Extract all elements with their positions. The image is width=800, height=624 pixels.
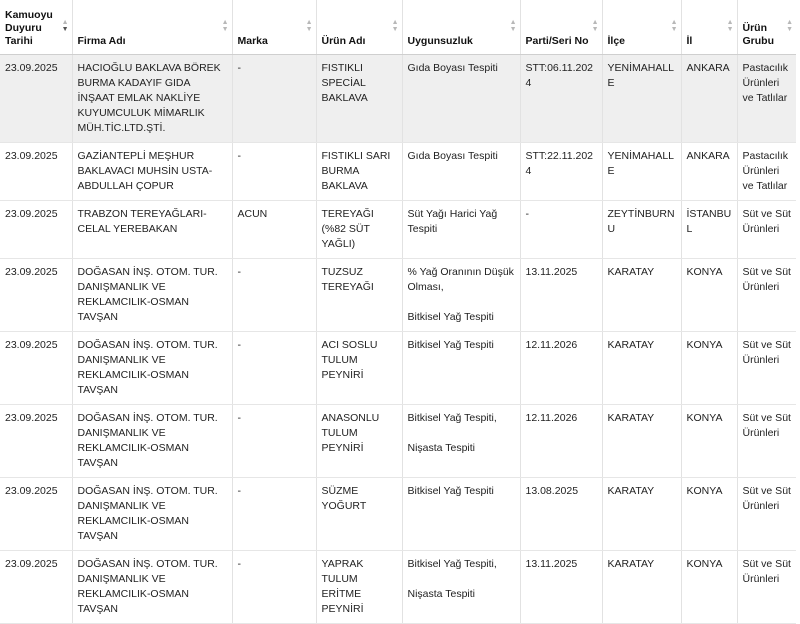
cell-issue: Gıda Boyası Tespiti (402, 55, 520, 143)
cell-group: Süt ve Süt Ürünleri (737, 405, 796, 478)
cell-group: Pastacılık Ürünleri ve Tatlılar (737, 55, 796, 143)
table-row[interactable] (0, 143, 796, 201)
cell-date: 23.09.2025 (0, 332, 72, 405)
cell-group: Süt ve Süt Ürünleri (737, 478, 796, 551)
sort-icon[interactable]: ▲ ▼ (670, 19, 678, 33)
cell-date: 23.09.2025 (0, 259, 72, 332)
col-header-district[interactable]: İlçe ▲ ▼ (602, 0, 681, 55)
cell-batch: 12.11.2026 (520, 405, 602, 478)
cell-batch: 13.11.2025 (520, 259, 602, 332)
cell-group: Süt ve Süt Ürünleri (737, 259, 796, 332)
cell-batch: 13.08.2025 (520, 478, 602, 551)
cell-firm: DOĞASAN İNŞ. OTOM. TUR. DANIŞMANLIK VE REKLAMCILIK-OSMAN TAVŞAN (72, 259, 232, 332)
cell-date: 23.09.2025 (0, 201, 72, 259)
cell-city: KONYA (681, 551, 737, 624)
cell-brand: - (232, 332, 316, 405)
cell-date: 23.09.2025 (0, 55, 72, 143)
cell-brand: - (232, 405, 316, 478)
cell-city: KONYA (681, 332, 737, 405)
cell-batch: - (520, 201, 602, 259)
sort-icon[interactable]: ▲ ▼ (726, 19, 734, 33)
table-row[interactable] (0, 332, 796, 405)
table-row[interactable] (0, 259, 796, 332)
cell-city: KONYA (681, 405, 737, 478)
sort-icon[interactable]: ▲ ▼ (786, 19, 793, 33)
cell-firm: TRABZON TEREYAĞLARI-CELAL YEREBAKAN (72, 201, 232, 259)
cell-batch: STT:22.11.2024 (520, 143, 602, 201)
cell-product: FISTIKLI SPECİAL BAKLAVA (316, 55, 402, 143)
cell-brand: - (232, 478, 316, 551)
cell-city: ANKARA (681, 143, 737, 201)
cell-brand: - (232, 259, 316, 332)
cell-date: 23.09.2025 (0, 143, 72, 201)
col-header-batch[interactable]: Parti/Seri No ▲ ▼ (520, 0, 602, 55)
cell-issue: Süt Yağı Harici Yağ Tespiti (402, 201, 520, 259)
cell-batch: STT:06.11.2024 (520, 55, 602, 143)
sort-icon[interactable]: ▲ ▼ (221, 19, 229, 33)
table-row[interactable] (0, 55, 796, 143)
table-row[interactable] (0, 478, 796, 551)
table-row[interactable] (0, 551, 796, 624)
cell-firm: DOĞASAN İNŞ. OTOM. TUR. DANIŞMANLIK VE REKLAMCILIK-OSMAN TAVŞAN (72, 478, 232, 551)
sort-icon[interactable]: ▲ ▼ (391, 19, 399, 33)
col-header-product[interactable]: Ürün Adı ▲ ▼ (316, 0, 402, 55)
col-header-brand[interactable]: Marka ▲ ▼ (232, 0, 316, 55)
cell-district: KARATAY (602, 259, 681, 332)
cell-issue: Bitkisel Yağ Tespiti (402, 332, 520, 405)
cell-firm: DOĞASAN İNŞ. OTOM. TUR. DANIŞMANLIK VE REKLAMCILIK-OSMAN TAVŞAN (72, 551, 232, 624)
cell-district: KARATAY (602, 551, 681, 624)
cell-city: KONYA (681, 478, 737, 551)
cell-brand: - (232, 55, 316, 143)
cell-issue: Bitkisel Yağ Tespiti, Nişasta Tespiti (402, 405, 520, 478)
cell-firm: GAZİANTEPLİ MEŞHUR BAKLAVACI MUHSİN USTA-ABDULLAH ÇOPUR (72, 143, 232, 201)
cell-district: KARATAY (602, 332, 681, 405)
cell-brand: - (232, 551, 316, 624)
col-header-issue[interactable]: Uygunsuzluk ▲ ▼ (402, 0, 520, 55)
table-row[interactable] (0, 201, 796, 259)
cell-date: 23.09.2025 (0, 478, 72, 551)
cell-group: Süt ve Süt Ürünleri (737, 332, 796, 405)
cell-city: İSTANBUL (681, 201, 737, 259)
cell-batch: 12.11.2026 (520, 332, 602, 405)
cell-issue: Gıda Boyası Tespiti (402, 143, 520, 201)
sort-icon[interactable]: ▲ ▼ (305, 19, 313, 33)
sort-desc-icon[interactable]: ▲ ▼ (61, 19, 69, 33)
cell-district: ZEYTİNBURNU (602, 201, 681, 259)
header-row (0, 0, 796, 55)
cell-product: ANASONLU TULUM PEYNİRİ (316, 405, 402, 478)
cell-firm: DOĞASAN İNŞ. OTOM. TUR. DANIŞMANLIK VE REKLAMCILIK-OSMAN TAVŞAN (72, 332, 232, 405)
cell-firm: DOĞASAN İNŞ. OTOM. TUR. DANIŞMANLIK VE REKLAMCILIK-OSMAN TAVŞAN (72, 405, 232, 478)
cell-city: KONYA (681, 259, 737, 332)
sort-icon[interactable]: ▲ ▼ (591, 19, 599, 33)
col-header-date[interactable]: Kamuoyu Duyuru Tarihi ▲ ▼ (0, 0, 72, 55)
cell-product: ACI SOSLU TULUM PEYNİRİ (316, 332, 402, 405)
cell-issue: Bitkisel Yağ Tespiti (402, 478, 520, 551)
cell-date: 23.09.2025 (0, 405, 72, 478)
cell-brand: - (232, 143, 316, 201)
cell-issue: Bitkisel Yağ Tespiti, Nişasta Tespiti (402, 551, 520, 624)
sort-icon[interactable]: ▲ ▼ (509, 19, 517, 33)
cell-batch: 13.11.2025 (520, 551, 602, 624)
cell-district: KARATAY (602, 478, 681, 551)
cell-brand: ACUN (232, 201, 316, 259)
cell-group: Süt ve Süt Ürünleri (737, 201, 796, 259)
cell-issue: % Yağ Oranının Düşük Olması, Bitkisel Yağ Tespiti (402, 259, 520, 332)
cell-product: TUZSUZ TEREYAĞI (316, 259, 402, 332)
cell-date: 23.09.2025 (0, 551, 72, 624)
cell-product: TEREYAĞI (%82 SÜT YAĞLI) (316, 201, 402, 259)
cell-city: ANKARA (681, 55, 737, 143)
cell-product: FISTIKLI SARI BURMA BAKLAVA (316, 143, 402, 201)
cell-product: SÜZME YOĞURT (316, 478, 402, 551)
table-row[interactable] (0, 405, 796, 478)
cell-district: KARATAY (602, 405, 681, 478)
cell-firm: HACIOĞLU BAKLAVA BÖREK BURMA KADAYIF GIDA İNŞAAT EMLAK NAKLİYE KUYUMCULUK MİMARLIK MÜH.TİC.LTD.ŞTİ. (72, 55, 232, 143)
cell-group: Süt ve Süt Ürünleri (737, 551, 796, 624)
cell-district: YENİMAHALLE (602, 55, 681, 143)
cell-district: YENİMAHALLE (602, 143, 681, 201)
col-header-city[interactable]: İl ▲ ▼ (681, 0, 737, 55)
cell-product: YAPRAK TULUM ERİTME PEYNİRİ (316, 551, 402, 624)
col-header-group[interactable]: Ürün Grubu ▲ ▼ (737, 0, 796, 55)
col-header-firm[interactable]: Firma Adı ▲ ▼ (72, 0, 232, 55)
cell-group: Pastacılık Ürünleri ve Tatlılar (737, 143, 796, 201)
